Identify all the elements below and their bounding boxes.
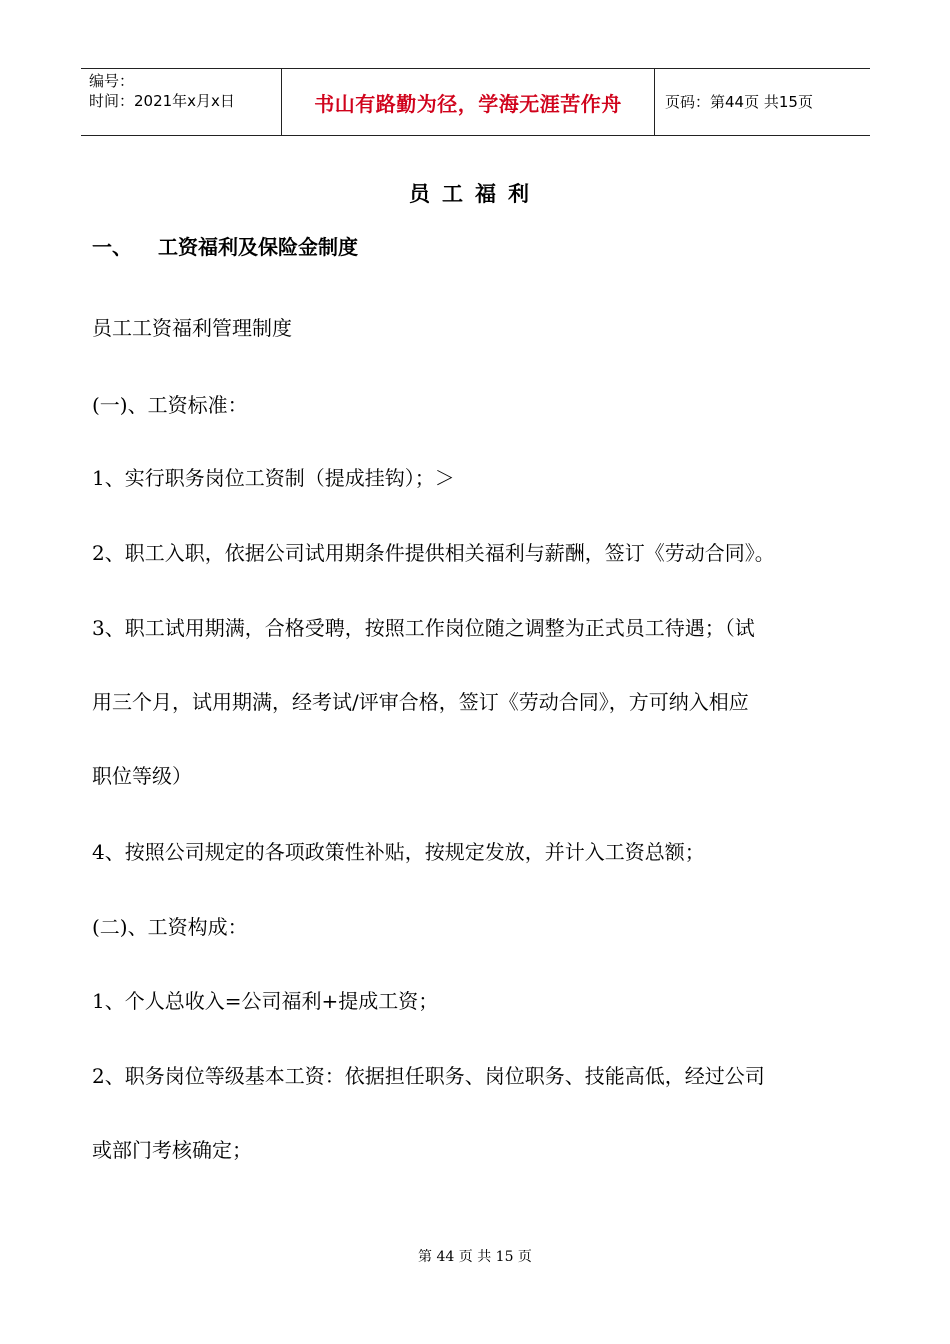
- body-line: 2、职工入职，依据公司试用期条件提供相关福利与薪酬，签订《劳动合同》。: [92, 541, 775, 565]
- document-number-label: 编号：: [89, 72, 135, 90]
- body-line: 1、个人总收入=公司福利+提成工资；: [92, 989, 439, 1013]
- document-title: 员工福利: [409, 182, 541, 206]
- section-heading: [92, 231, 358, 260]
- page-footer: 第 44 页 共 15 页: [418, 1249, 532, 1265]
- section-title: 工资福利及保险金制度: [158, 235, 358, 259]
- header-meta-cell: [81, 69, 282, 135]
- header-motto-cell: [282, 69, 655, 135]
- page-header: [81, 68, 870, 136]
- body-line: 用三个月，试用期满，经考试/评审合格，签订《劳动合同》，方可纳入相应: [92, 690, 749, 714]
- body-line: (二)、工资构成：: [92, 915, 248, 939]
- document-time-label: 时间：2021年x月x日: [89, 92, 235, 110]
- body-line: 3、职工试用期满，合格受聘，按照工作岗位随之调整为正式员工待遇；（试: [92, 616, 755, 640]
- section-number: 一、: [92, 235, 132, 259]
- header-motto: 书山有路勤为径，学海无涯苦作舟: [314, 91, 622, 116]
- body-line: 职位等级）: [92, 764, 192, 788]
- header-page-cell: [655, 69, 870, 135]
- body-line: 1、实行职务岗位工资制（提成挂钩）；＞: [92, 466, 455, 490]
- header-page-info: 页码：第44页 共15页: [665, 93, 813, 111]
- body-line: 2、职务岗位等级基本工资：依据担任职务、岗位职务、技能高低，经过公司: [92, 1064, 765, 1088]
- body-line: 员工工资福利管理制度: [92, 316, 292, 340]
- body-line: 或部门考核确定；: [92, 1138, 252, 1162]
- body-line: (一)、工资标准：: [92, 393, 248, 417]
- body-line: 4、按照公司规定的各项政策性补贴，按规定发放，并计入工资总额；: [92, 840, 705, 864]
